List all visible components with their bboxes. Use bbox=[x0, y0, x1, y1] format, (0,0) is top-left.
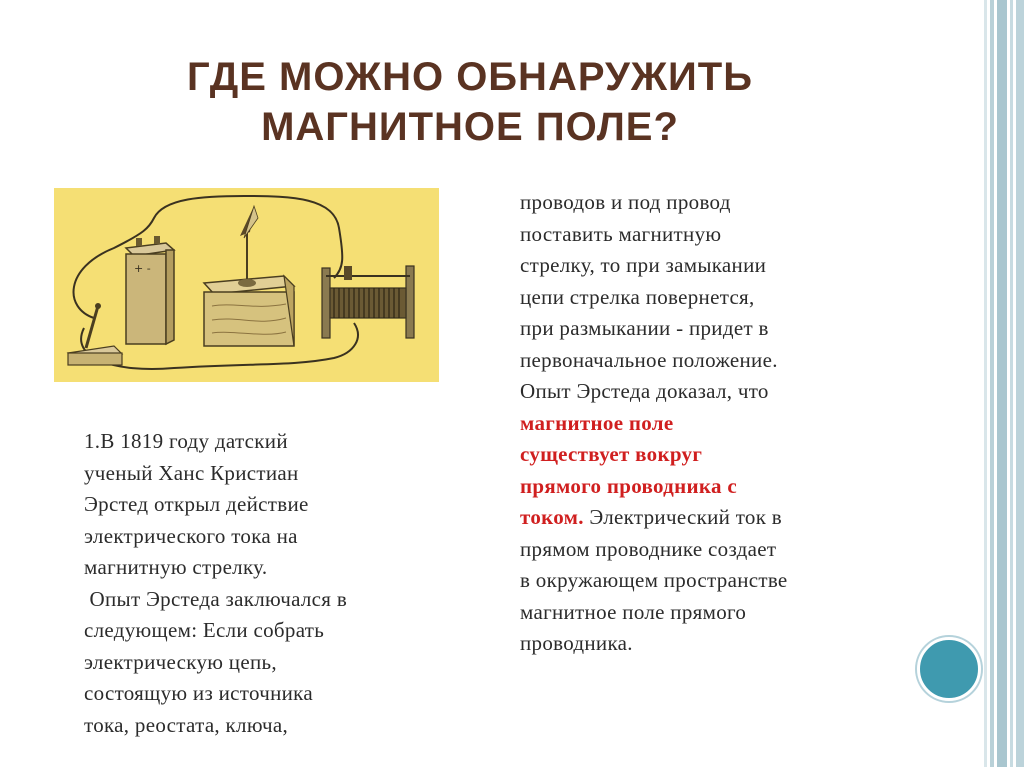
left-line: Эрстед открыл действие bbox=[84, 492, 309, 516]
battery-label: + - bbox=[134, 262, 151, 275]
right-line: магнитное поле прямого bbox=[520, 599, 747, 624]
right-line: первоначальное положение. bbox=[520, 347, 778, 372]
oersted-experiment-illustration bbox=[54, 188, 439, 382]
right-line: поставить магнитную bbox=[520, 221, 722, 246]
decorative-circle bbox=[917, 637, 981, 701]
highlight-line: существует вокруг bbox=[520, 442, 703, 466]
right-line: в окружающем пространстве bbox=[520, 568, 788, 592]
left-line: ученый Ханс Кристиан bbox=[84, 460, 299, 485]
left-line: магнитную стрелку. bbox=[84, 555, 268, 579]
switch-key bbox=[68, 303, 122, 365]
right-line: стрелку, то при замыкании bbox=[520, 253, 767, 277]
battery bbox=[126, 236, 174, 344]
left-line: Опыт Эрстеда заключался в bbox=[84, 586, 348, 611]
right-line: цепи стрелка повернется, bbox=[520, 284, 755, 309]
wooden-block-with-needle bbox=[204, 206, 294, 346]
highlight-line: магнитное поле bbox=[520, 410, 674, 435]
left-paragraph bbox=[84, 426, 454, 741]
left-line: 1.В 1819 году датский bbox=[84, 429, 288, 453]
right-line: прямом проводнике создает bbox=[520, 536, 777, 561]
right-line: проводника. bbox=[520, 631, 633, 655]
left-line: следующем: Если собрать bbox=[84, 618, 325, 642]
highlight-line: прямого проводника с bbox=[520, 473, 737, 498]
rheostat-coil bbox=[322, 266, 414, 338]
title-line-2: МАГНИТНОЕ ПОЛЕ? bbox=[261, 105, 679, 149]
right-line: Опыт Эрстеда доказал, что bbox=[520, 379, 769, 403]
mixed-line bbox=[520, 502, 890, 534]
right-line: при размыкании - придет в bbox=[520, 316, 769, 340]
left-line: электрическую цепь, bbox=[84, 649, 277, 674]
left-line: состоящую из источника bbox=[84, 681, 313, 705]
left-line: тока, реостата, ключа, bbox=[84, 712, 289, 737]
highlight-line: током. bbox=[520, 505, 584, 529]
right-line: проводов и под провод bbox=[520, 190, 731, 214]
after-highlight-text: Электрический ток в bbox=[583, 505, 782, 529]
decorative-side-stripes bbox=[984, 0, 1024, 767]
slide-title bbox=[80, 52, 860, 152]
left-line: электрического тока на bbox=[84, 523, 298, 548]
right-paragraph bbox=[520, 187, 890, 660]
circuit-drawing bbox=[54, 188, 439, 382]
title-line-1: ГДЕ МОЖНО ОБНАРУЖИТЬ bbox=[187, 55, 753, 99]
